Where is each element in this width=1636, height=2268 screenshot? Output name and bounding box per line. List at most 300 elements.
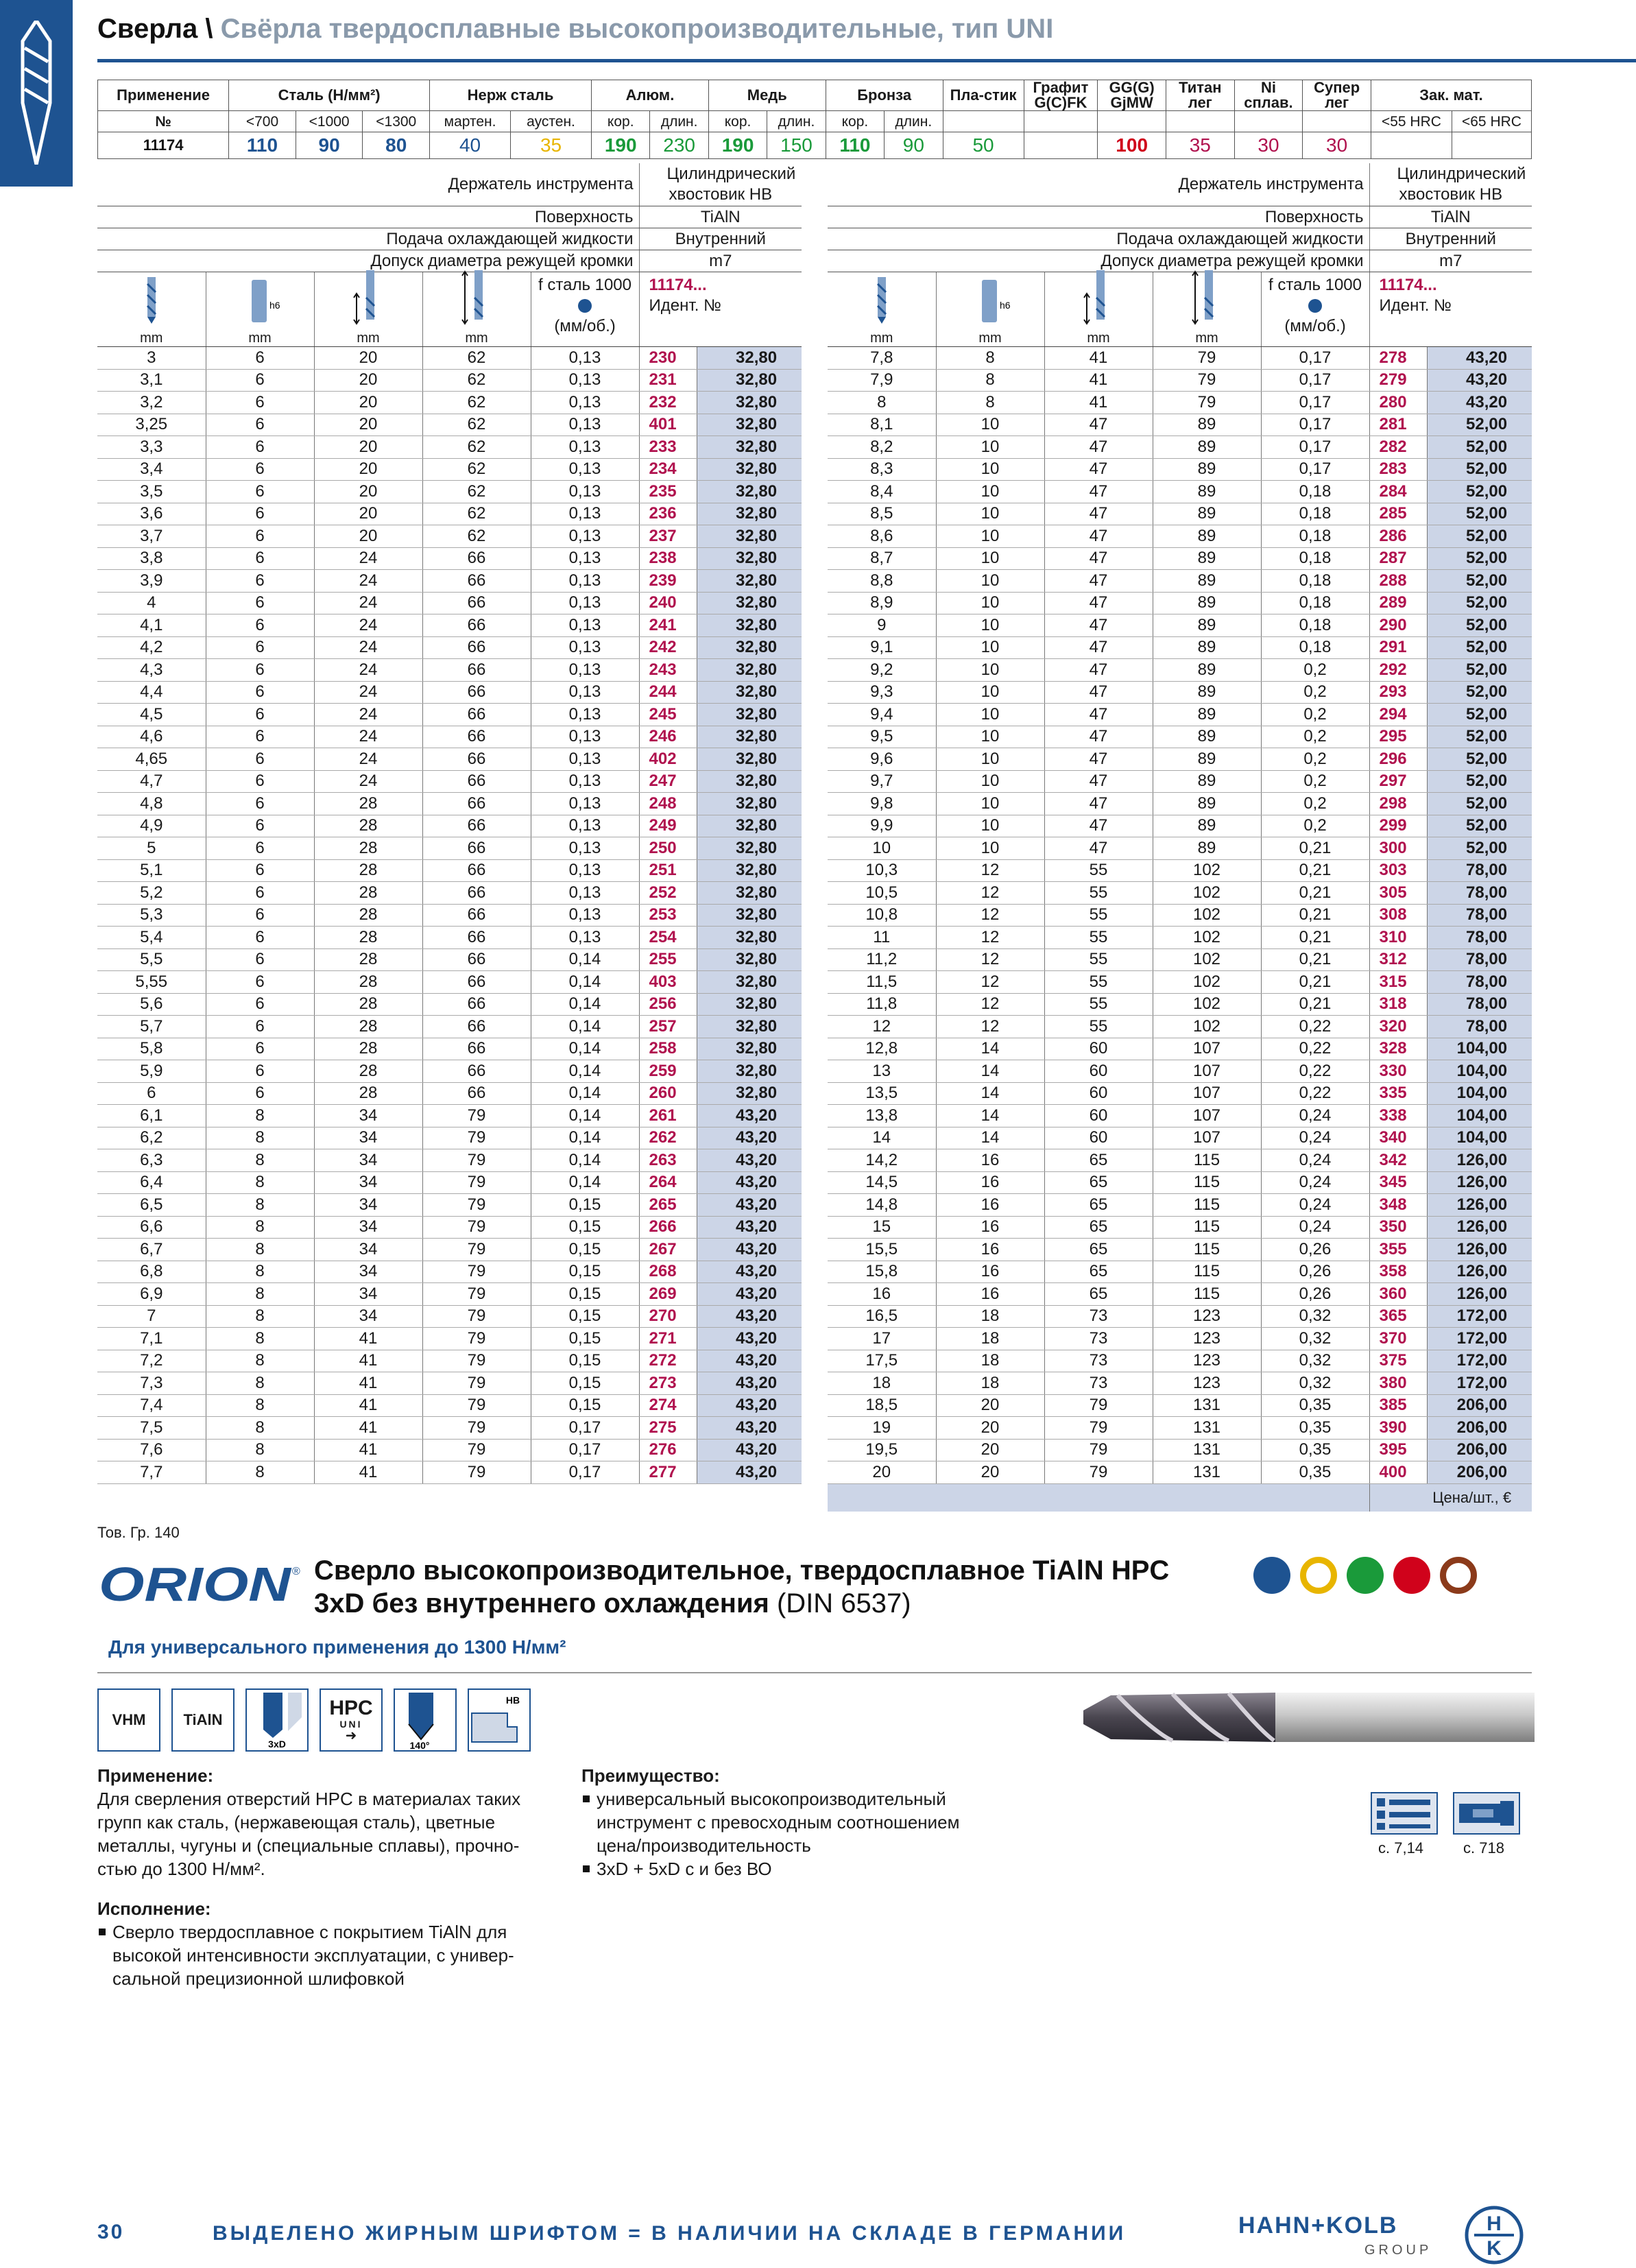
- table-row[interactable]: [828, 481, 1532, 503]
- cell-total-length: 123: [1153, 1305, 1261, 1328]
- table-row[interactable]: [828, 993, 1532, 1016]
- table-row[interactable]: [828, 948, 1532, 971]
- cell-flute-length: 34: [314, 1261, 422, 1283]
- table-row[interactable]: [97, 1082, 802, 1105]
- cell-diameter: 17: [828, 1328, 936, 1350]
- material-speed-value: 80: [363, 132, 430, 159]
- badge-angle: [394, 1688, 457, 1752]
- cell-price: 52,00: [1427, 659, 1532, 682]
- material-subheader: <1000: [296, 111, 363, 132]
- arrow-right-icon: ➜: [345, 1728, 357, 1743]
- table-row[interactable]: [828, 748, 1532, 771]
- table-row[interactable]: [97, 1439, 802, 1461]
- spec-value: TiAlN: [1369, 206, 1532, 228]
- table-row[interactable]: [97, 1350, 802, 1372]
- cell-total-length: 89: [1153, 815, 1261, 837]
- table-row[interactable]: [97, 392, 802, 414]
- cell-flute-length: 20: [314, 458, 422, 481]
- cell-diameter: 5,5: [97, 948, 206, 971]
- cell-flute-length: 24: [314, 726, 422, 748]
- table-row[interactable]: [828, 1127, 1532, 1149]
- cell-ident: 289: [1369, 592, 1427, 614]
- table-row[interactable]: [97, 1171, 802, 1194]
- table-row[interactable]: [828, 793, 1532, 815]
- cell-diameter: 4,2: [97, 636, 206, 659]
- cell-price: 32,80: [697, 458, 802, 481]
- cell-shank: 10: [936, 592, 1044, 614]
- cell-flute-length: 41: [314, 1439, 422, 1461]
- advantage-title: Преимущество:: [581, 1765, 720, 1786]
- cell-flute-length: 28: [314, 948, 422, 971]
- cell-feed: 0,22: [1261, 1060, 1369, 1083]
- material-subheader: [1166, 111, 1234, 132]
- cell-price: 52,00: [1427, 636, 1532, 659]
- table-row[interactable]: [97, 726, 802, 748]
- table-row[interactable]: [828, 570, 1532, 593]
- cell-shank: 6: [206, 904, 314, 927]
- table-row[interactable]: [97, 948, 802, 971]
- table-row[interactable]: [828, 414, 1532, 436]
- product-table-left: [97, 163, 802, 1484]
- hahn-kolb-group: GROUP: [1364, 2243, 1432, 2258]
- cell-ident: 275: [639, 1417, 697, 1440]
- cell-total-length: 79: [422, 1350, 531, 1372]
- table-row[interactable]: [828, 1439, 1532, 1461]
- cell-feed: 0,2: [1261, 815, 1369, 837]
- cell-total-length: 66: [422, 815, 531, 837]
- cell-flute-length: 41: [1044, 369, 1153, 392]
- cell-feed: 0,18: [1261, 525, 1369, 548]
- table-row[interactable]: [97, 793, 802, 815]
- cell-diameter: 7,8: [828, 347, 936, 370]
- cell-feed: 0,13: [531, 614, 639, 637]
- cell-feed: 0,14: [531, 1171, 639, 1194]
- table-row[interactable]: [97, 547, 802, 570]
- cell-ident: 265: [639, 1194, 697, 1217]
- cell-shank: 6: [206, 1060, 314, 1083]
- table-row[interactable]: [97, 636, 802, 659]
- cell-total-length: 89: [1153, 837, 1261, 860]
- cell-total-length: 131: [1153, 1461, 1261, 1484]
- table-row[interactable]: [97, 503, 802, 525]
- cell-flute-length: 47: [1044, 681, 1153, 704]
- cell-feed: 0,17: [1261, 414, 1369, 436]
- table-row[interactable]: [97, 592, 802, 614]
- cell-total-length: 115: [1153, 1239, 1261, 1261]
- cell-diameter: 9,6: [828, 748, 936, 771]
- spec-label: Поверхность: [97, 206, 639, 228]
- cell-ident: 260: [639, 1082, 697, 1105]
- cell-feed: 0,14: [531, 1082, 639, 1105]
- cell-feed: 0,15: [531, 1350, 639, 1372]
- table-row[interactable]: [828, 904, 1532, 927]
- table-row[interactable]: [97, 1127, 802, 1149]
- cell-shank: 8: [206, 1328, 314, 1350]
- cell-diameter: 8,8: [828, 570, 936, 593]
- orion-logo: [96, 1558, 302, 1610]
- table-row[interactable]: [97, 971, 802, 994]
- cell-feed: 0,32: [1261, 1328, 1369, 1350]
- table-row[interactable]: [97, 436, 802, 459]
- table-row[interactable]: [97, 614, 802, 637]
- cell-shank: 16: [936, 1216, 1044, 1239]
- cell-total-length: 66: [422, 927, 531, 949]
- cell-total-length: 115: [1153, 1149, 1261, 1172]
- table-row[interactable]: [828, 458, 1532, 481]
- table-row[interactable]: [97, 1372, 802, 1395]
- material-group-header: Графит G(C)FK: [1024, 80, 1098, 111]
- cell-ident: 280: [1369, 392, 1427, 414]
- cell-flute-length: 47: [1044, 547, 1153, 570]
- cell-price: 52,00: [1427, 592, 1532, 614]
- material-speed-value: 230: [650, 132, 708, 159]
- cell-diameter: 11,5: [828, 971, 936, 994]
- cell-price: 32,80: [697, 971, 802, 994]
- cell-total-length: 89: [1153, 748, 1261, 771]
- cell-feed: 0,26: [1261, 1239, 1369, 1261]
- table-row[interactable]: [97, 1105, 802, 1127]
- table-row[interactable]: [828, 1461, 1532, 1484]
- cell-total-length: 62: [422, 481, 531, 503]
- material-subheader: <65 HRC: [1452, 111, 1531, 132]
- table-row[interactable]: [828, 927, 1532, 949]
- table-row[interactable]: [97, 1328, 802, 1350]
- table-row[interactable]: [828, 1194, 1532, 1217]
- table-row[interactable]: [828, 1171, 1532, 1194]
- table-row[interactable]: [97, 1417, 802, 1440]
- cell-price: 43,20: [697, 1328, 802, 1350]
- cell-diameter: 5,1: [97, 859, 206, 882]
- table-row[interactable]: [828, 770, 1532, 793]
- table-row[interactable]: [97, 1261, 802, 1283]
- cell-diameter: 5,55: [97, 971, 206, 994]
- material-subheader: кор.: [826, 111, 884, 132]
- table-row[interactable]: [97, 1194, 802, 1217]
- ref-page-1[interactable]: с. 7,14: [1378, 1839, 1424, 1857]
- table-row[interactable]: [97, 815, 802, 837]
- table-row[interactable]: [97, 1239, 802, 1261]
- cell-diameter: 4,4: [97, 681, 206, 704]
- cell-shank: 10: [936, 748, 1044, 771]
- cell-total-length: 102: [1153, 904, 1261, 927]
- badge-uni-label: UNI: [339, 1719, 363, 1730]
- spec-value: Цилиндрический хвостовик HB: [639, 163, 802, 206]
- table-row[interactable]: [97, 681, 802, 704]
- cell-total-length: 79: [1153, 347, 1261, 370]
- table-row[interactable]: [828, 1417, 1532, 1440]
- material-speed-value: 35: [511, 132, 592, 159]
- table-row[interactable]: [97, 1305, 802, 1328]
- spec-row: [828, 250, 1532, 272]
- drill-depth-icon: [247, 1690, 307, 1750]
- cell-feed: 0,32: [1261, 1305, 1369, 1328]
- cell-total-length: 79: [422, 1149, 531, 1172]
- cell-diameter: 16: [828, 1283, 936, 1306]
- cell-flute-length: 65: [1044, 1216, 1153, 1239]
- cell-ident: 296: [1369, 748, 1427, 771]
- material-dot-icon: [1347, 1557, 1384, 1594]
- table-row[interactable]: [828, 1261, 1532, 1283]
- table-row[interactable]: [828, 547, 1532, 570]
- cell-price: 52,00: [1427, 770, 1532, 793]
- cell-feed: 0,13: [531, 503, 639, 525]
- total-length-icon: [1190, 270, 1224, 325]
- table-row[interactable]: [97, 1149, 802, 1172]
- table-row[interactable]: [828, 882, 1532, 905]
- cell-shank: 10: [936, 436, 1044, 459]
- table-row[interactable]: [828, 1105, 1532, 1127]
- cell-price: 43,20: [1427, 392, 1532, 414]
- table-row[interactable]: [828, 503, 1532, 525]
- table-row[interactable]: [97, 414, 802, 436]
- table-row[interactable]: [828, 837, 1532, 860]
- cell-total-length: 107: [1153, 1038, 1261, 1060]
- cell-price: 32,80: [697, 815, 802, 837]
- table-row[interactable]: [828, 525, 1532, 548]
- table-row[interactable]: [828, 704, 1532, 726]
- cell-flute-length: 41: [314, 1417, 422, 1440]
- table-row[interactable]: [828, 659, 1532, 682]
- cell-feed: 0,24: [1261, 1105, 1369, 1127]
- table-row[interactable]: [828, 392, 1532, 414]
- header-category: Сверла \: [97, 14, 221, 44]
- material-speed-value: 11174: [98, 132, 229, 159]
- table-row[interactable]: [828, 681, 1532, 704]
- table-row[interactable]: [828, 1328, 1532, 1350]
- cell-flute-length: 47: [1044, 770, 1153, 793]
- column-header-dimension: [828, 272, 936, 347]
- cell-price: 32,80: [697, 503, 802, 525]
- cell-shank: 6: [206, 770, 314, 793]
- cell-price: 52,00: [1427, 748, 1532, 771]
- table-row[interactable]: [828, 1016, 1532, 1038]
- cell-shank: 16: [936, 1239, 1044, 1261]
- cell-ident: 292: [1369, 659, 1427, 682]
- cell-total-length: 102: [1153, 882, 1261, 905]
- table-row[interactable]: [97, 525, 802, 548]
- ref-page-2[interactable]: с. 718: [1463, 1839, 1504, 1857]
- table-row[interactable]: [97, 458, 802, 481]
- cell-total-length: 89: [1153, 592, 1261, 614]
- cell-price: 52,00: [1427, 704, 1532, 726]
- table-row[interactable]: [828, 1216, 1532, 1239]
- table-row[interactable]: [828, 971, 1532, 994]
- cell-diameter: 8,2: [828, 436, 936, 459]
- cell-price: 32,80: [697, 436, 802, 459]
- unit-mm: mm: [1195, 331, 1218, 346]
- table-row[interactable]: [828, 1149, 1532, 1172]
- table-row[interactable]: [97, 1283, 802, 1306]
- table-row[interactable]: [828, 1305, 1532, 1328]
- holder-icon[interactable]: [1452, 1791, 1521, 1835]
- table-row[interactable]: [828, 1239, 1532, 1261]
- table-row[interactable]: [97, 1216, 802, 1239]
- material-speed-value: [1024, 132, 1098, 159]
- table-row[interactable]: [97, 882, 802, 905]
- cell-price: 172,00: [1427, 1305, 1532, 1328]
- cell-shank: 6: [206, 726, 314, 748]
- table-row[interactable]: [97, 1038, 802, 1060]
- spec-value: Цилиндрический хвостовик HB: [1369, 163, 1532, 206]
- cell-total-length: 66: [422, 726, 531, 748]
- cell-flute-length: 20: [314, 503, 422, 525]
- material-group-header: Супер лег: [1303, 80, 1371, 111]
- cell-total-length: 89: [1153, 436, 1261, 459]
- cell-diameter: 6,9: [97, 1283, 206, 1306]
- material-subheader: <55 HRC: [1371, 111, 1452, 132]
- cell-shank: 8: [206, 1171, 314, 1194]
- material-subheader: [1234, 111, 1303, 132]
- cell-price: 43,20: [697, 1194, 802, 1217]
- cell-total-length: 89: [1153, 458, 1261, 481]
- spec-row: [97, 163, 802, 206]
- table-row[interactable]: [97, 1394, 802, 1417]
- cell-total-length: 131: [1153, 1394, 1261, 1417]
- table-row[interactable]: [97, 748, 802, 771]
- table-row[interactable]: [97, 859, 802, 882]
- table-row[interactable]: [97, 837, 802, 860]
- cell-flute-length: 20: [314, 347, 422, 370]
- table-row[interactable]: [828, 1082, 1532, 1105]
- cell-price: 43,20: [697, 1417, 802, 1440]
- cell-ident: 328: [1369, 1038, 1427, 1060]
- table-row[interactable]: [97, 659, 802, 682]
- cell-total-length: 79: [422, 1372, 531, 1395]
- table-row[interactable]: [828, 1350, 1532, 1372]
- cell-total-length: 115: [1153, 1194, 1261, 1217]
- table-row[interactable]: [828, 636, 1532, 659]
- cell-diameter: 6,3: [97, 1149, 206, 1172]
- cell-price: 32,80: [697, 927, 802, 949]
- cell-price: 32,80: [697, 793, 802, 815]
- article-code: 11174...: [649, 276, 707, 294]
- cell-shank: 8: [206, 1239, 314, 1261]
- cell-total-length: 89: [1153, 681, 1261, 704]
- table-row[interactable]: [828, 369, 1532, 392]
- cell-total-length: 89: [1153, 570, 1261, 593]
- table-row[interactable]: [828, 815, 1532, 837]
- cell-flute-length: 34: [314, 1239, 422, 1261]
- table-row[interactable]: [828, 614, 1532, 637]
- table-row[interactable]: [97, 770, 802, 793]
- cell-ident: 231: [639, 369, 697, 392]
- cell-ident: 254: [639, 927, 697, 949]
- cell-shank: 6: [206, 748, 314, 771]
- hahn-kolb-brand: HAHN+KOLB: [1238, 2212, 1398, 2239]
- table-row[interactable]: [97, 1461, 802, 1484]
- table-row[interactable]: [828, 347, 1532, 370]
- cell-shank: 8: [206, 1261, 314, 1283]
- table-row[interactable]: [97, 570, 802, 593]
- table-row[interactable]: [97, 369, 802, 392]
- cell-diameter: 4,9: [97, 815, 206, 837]
- cell-diameter: 6,2: [97, 1127, 206, 1149]
- cell-ident: 285: [1369, 503, 1427, 525]
- cell-shank: 8: [206, 1461, 314, 1484]
- cell-diameter: 16,5: [828, 1305, 936, 1328]
- cell-flute-length: 47: [1044, 503, 1153, 525]
- cell-diameter: 5,3: [97, 904, 206, 927]
- cell-price: 52,00: [1427, 815, 1532, 837]
- table-row[interactable]: [97, 1060, 802, 1083]
- cell-flute-length: 28: [314, 993, 422, 1016]
- cell-diameter: 9,3: [828, 681, 936, 704]
- cell-ident: 234: [639, 458, 697, 481]
- cell-price: 32,80: [697, 614, 802, 637]
- table-row[interactable]: [97, 347, 802, 370]
- cell-total-length: 79: [422, 1439, 531, 1461]
- cell-feed: 0,13: [531, 726, 639, 748]
- material-group-header: Титан лег: [1166, 80, 1234, 111]
- table-row[interactable]: [828, 436, 1532, 459]
- table-row[interactable]: [828, 1038, 1532, 1060]
- table-row[interactable]: [97, 1016, 802, 1038]
- column-header-dimension: [1044, 272, 1153, 347]
- cell-price: 52,00: [1427, 481, 1532, 503]
- material-subheader: [1303, 111, 1371, 132]
- table-row[interactable]: [97, 904, 802, 927]
- shank-diameter-icon: [239, 277, 280, 325]
- cell-ident: 303: [1369, 859, 1427, 882]
- material-subheader: кор.: [592, 111, 650, 132]
- cell-ident: 258: [639, 1038, 697, 1060]
- cell-total-length: 89: [1153, 503, 1261, 525]
- table-row[interactable]: [828, 1372, 1532, 1395]
- feed-label: f сталь 1000: [1268, 276, 1362, 294]
- table-row[interactable]: [97, 704, 802, 726]
- column-header-dimension: [1153, 272, 1261, 347]
- table-row[interactable]: [828, 859, 1532, 882]
- table-row[interactable]: [97, 481, 802, 503]
- cell-price: 52,00: [1427, 525, 1532, 548]
- cell-ident: 335: [1369, 1082, 1427, 1105]
- cell-flute-length: 73: [1044, 1350, 1153, 1372]
- cell-shank: 14: [936, 1038, 1044, 1060]
- cell-ident: 251: [639, 859, 697, 882]
- table-row[interactable]: [828, 1060, 1532, 1083]
- cell-diameter: 3,3: [97, 436, 206, 459]
- table-row[interactable]: [828, 1394, 1532, 1417]
- cell-ident: 248: [639, 793, 697, 815]
- cell-flute-length: 47: [1044, 525, 1153, 548]
- sidebar-band: [0, 0, 73, 187]
- cell-diameter: 9,4: [828, 704, 936, 726]
- table-row[interactable]: [828, 592, 1532, 614]
- cell-total-length: 79: [1153, 392, 1261, 414]
- material-subheader: мартен.: [430, 111, 511, 132]
- table-row[interactable]: [828, 726, 1532, 748]
- flute-length-icon: [1081, 270, 1116, 325]
- cell-price: 43,20: [1427, 369, 1532, 392]
- cell-feed: 0,14: [531, 1127, 639, 1149]
- cell-feed: 0,21: [1261, 859, 1369, 882]
- cell-shank: 10: [936, 659, 1044, 682]
- cell-price: 32,80: [697, 726, 802, 748]
- cell-shank: 14: [936, 1105, 1044, 1127]
- table-row[interactable]: [97, 993, 802, 1016]
- cell-shank: 8: [936, 392, 1044, 414]
- table-row[interactable]: [97, 927, 802, 949]
- cell-total-length: 66: [422, 659, 531, 682]
- table-row[interactable]: [828, 1283, 1532, 1306]
- info-list-icon[interactable]: [1370, 1791, 1439, 1835]
- cell-shank: 20: [936, 1439, 1044, 1461]
- cell-total-length: 62: [422, 347, 531, 370]
- cell-diameter: 8,7: [828, 547, 936, 570]
- cell-feed: 0,17: [531, 1461, 639, 1484]
- cell-shank: 6: [206, 1082, 314, 1105]
- cell-total-length: 89: [1153, 414, 1261, 436]
